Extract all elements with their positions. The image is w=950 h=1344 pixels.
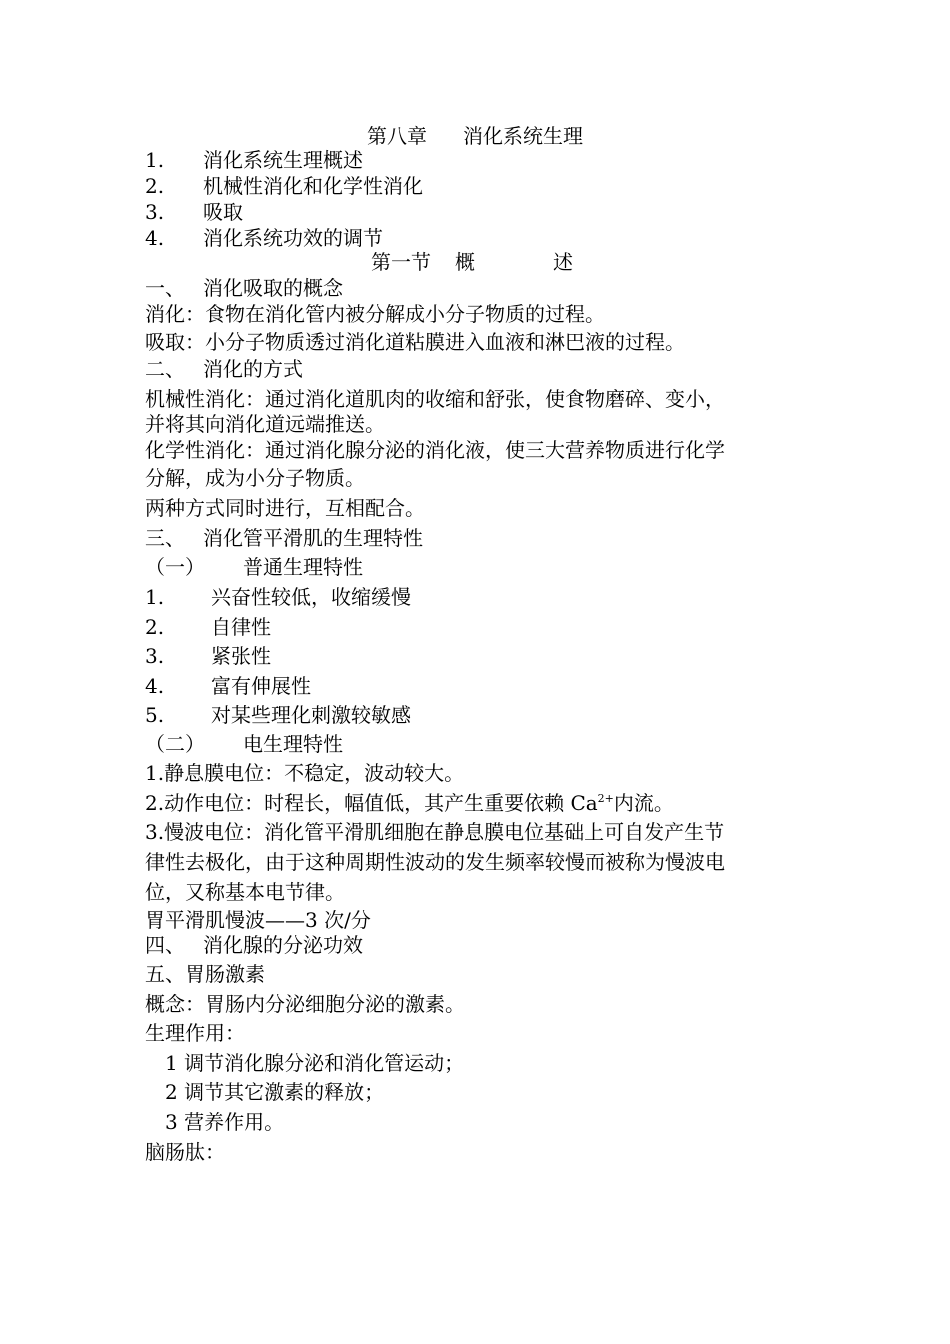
list-item: 1. 兴奋性较低，收缩缓慢 [145, 585, 411, 609]
list-item: 2 调节其它激素的释放； [165, 1080, 385, 1104]
heading-smooth-muscle: 三、 消化管平滑肌的生理特性 [145, 526, 423, 550]
list-item: 1 调节消化腺分泌和消化管运动； [165, 1051, 465, 1075]
toc-item: 4. 消化系统功效的调节 [145, 226, 383, 250]
paragraph: 生理作用： [145, 1021, 245, 1045]
list-item: 5. 对某些理化刺激较敏感 [145, 703, 411, 727]
list-item: 3. 紧张性 [145, 644, 271, 668]
paragraph: 脑肠肽： [145, 1140, 225, 1164]
paragraph: 3.慢波电位：消化管平滑肌细胞在静息膜电位基础上可自发产生节 [145, 820, 725, 844]
heading-gland-secretion: 四、 消化腺的分泌功效 [145, 933, 363, 957]
list-item: 3 营养作用。 [165, 1110, 285, 1134]
paragraph: 概念：胃肠内分泌细胞分泌的激素。 [145, 992, 465, 1016]
paragraph: 分解，成为小分子物质。 [145, 466, 365, 490]
subheading-electro: （二） 电生理特性 [145, 732, 343, 756]
paragraph: 两种方式同时进行，互相配合。 [145, 496, 425, 520]
chapter-title: 第八章 消化系统生理 [367, 124, 583, 148]
list-item: 4. 富有伸展性 [145, 674, 311, 698]
paragraph: 律性去极化，由于这种周期性波动的发生频率较慢而被称为慢波电 [145, 850, 725, 874]
paragraph: 机械性消化：通过消化道肌肉的收缩和舒张，使食物磨碎、变小， [145, 387, 725, 411]
paragraph: 并将其向消化道远端推送。 [145, 412, 385, 436]
list-item: 2. 自律性 [145, 615, 271, 639]
paragraph: 位，又称基本电节律。 [145, 880, 345, 904]
heading-gi-hormones: 五、胃肠激素 [145, 962, 265, 986]
paragraph: 2.动作电位：时程长，幅值低，其产生重要依赖 $Ca^{2+}$内流。 [145, 791, 674, 815]
paragraph: 1.静息膜电位：不稳定，波动较大。 [145, 761, 465, 785]
subheading-general: （一） 普通生理特性 [145, 555, 363, 579]
toc-item: 2. 机械性消化和化学性消化 [145, 174, 423, 198]
toc-item: 1. 消化系统生理概述 [145, 148, 363, 172]
toc-item: 3. 吸取 [145, 200, 243, 224]
paragraph: 胃平滑肌慢波——3 次/分 [145, 908, 371, 932]
paragraph: 吸取：小分子物质透过消化道粘膜进入血液和淋巴液的过程。 [145, 330, 685, 354]
section-title: 第一节 概 述 [371, 250, 573, 274]
heading-concept: 一、 消化吸取的概念 [145, 276, 343, 300]
heading-methods: 二、 消化的方式 [145, 357, 303, 381]
paragraph: 消化：食物在消化管内被分解成小分子物质的过程。 [145, 302, 605, 326]
paragraph: 化学性消化：通过消化腺分泌的消化液，使三大营养物质进行化学 [145, 438, 725, 462]
